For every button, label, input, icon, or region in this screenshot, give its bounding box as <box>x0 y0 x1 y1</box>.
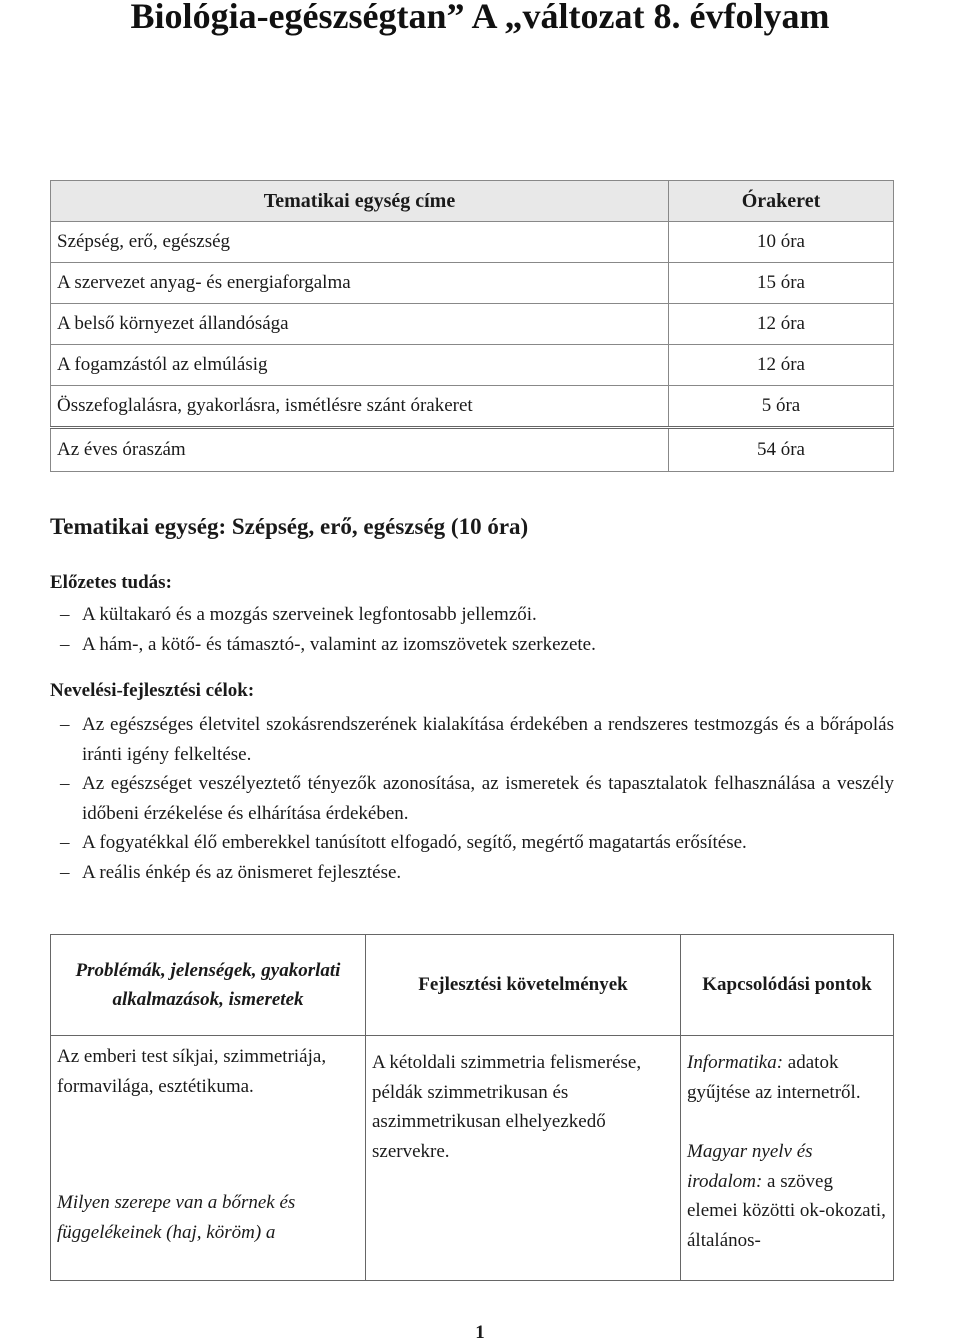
unit-hours: 5 óra <box>669 386 894 428</box>
units-table <box>50 180 894 472</box>
list-item: – Az egészséget veszélyeztető tényezők azonosítása, az ismeretek és tapasztalatok felhasználása a veszély időbeni érzékelése és elhárítása érdekében. <box>50 769 894 828</box>
unit-title: A belső környezet állandósága <box>51 304 669 345</box>
page-number: 1 <box>475 1322 485 1343</box>
unit-hours: 12 óra <box>669 345 894 386</box>
total-hours: 54 óra <box>669 428 894 472</box>
connection-informatics <box>687 1048 887 1107</box>
development-table <box>50 934 894 1281</box>
connection-text: a szöveg elemei közötti ok-okozati, általános- <box>687 1170 886 1251</box>
development-table-header <box>51 935 894 1036</box>
requirements-cell: A kétoldali szimmetria felismerése, példák szimmetrikusan és aszimmetrikusan elhelyezkedő szervekre. <box>366 1036 681 1281</box>
list-item: – A fogyatékkal élő emberekkel tanúsított elfogadó, segítő, megértő magatartás erősítése. <box>50 828 894 858</box>
prior-knowledge-list <box>50 600 894 659</box>
table-row <box>51 263 894 304</box>
connection-subject: Magyar nyelv és irodalom: <box>687 1141 813 1192</box>
units-header-title: Tematikai egység címe <box>51 181 669 222</box>
problems-cell <box>51 1036 366 1281</box>
question-text: Milyen szerepe van a bőrnek és függelékeinek (haj, köröm) a <box>57 1192 296 1243</box>
list-item: – A kültakaró és a mozgás szerveinek legfontosabb jellemzői. <box>50 600 894 630</box>
header-problems: Problémák, jelenségek, gyakorlati alkalmazások, ismeretek <box>51 935 366 1036</box>
connection-subject: Informatika: <box>687 1052 784 1073</box>
page-title: Biológia-egészségtan” A „változat 8. évfolyam <box>130 0 830 36</box>
section-title: Tematikai egység: Szépség, erő, egészség (10 óra) <box>50 514 529 539</box>
unit-title: A szervezet anyag- és energiaforgalma <box>51 263 669 304</box>
table-row <box>51 1036 894 1281</box>
unit-hours: 10 óra <box>669 222 894 263</box>
total-title: Az éves óraszám <box>51 428 669 472</box>
unit-title: Összefoglalásra, gyakorlásra, ismétlésre szánt órakeret <box>51 386 669 428</box>
table-row <box>51 222 894 263</box>
table-row <box>51 345 894 386</box>
connection-literature <box>687 1137 887 1255</box>
goals-list <box>50 710 894 887</box>
unit-title: A fogamzástól az elmúlásig <box>51 345 669 386</box>
table-row <box>51 386 894 428</box>
units-table-header <box>51 181 894 222</box>
unit-title: Szépség, erő, egészség <box>51 222 669 263</box>
problems-text: Az emberi test síkjai, szimmetriája, formavilága, esztétikuma. <box>57 1046 327 1097</box>
spacer <box>687 1107 887 1137</box>
total-row <box>51 428 894 472</box>
problems-question <box>57 1188 359 1247</box>
goals-label: Nevelési-fejlesztési célok: <box>50 680 255 701</box>
connections-cell <box>681 1036 894 1281</box>
list-item: – Az egészséges életvitel szokásrendszerének kialakítása érdekében a rendszeres testmozgás és a bőrápolás iránti igény felkeltése. <box>50 710 894 769</box>
prior-knowledge-label: Előzetes tudás: <box>50 572 172 593</box>
list-item: – A reális énkép és az önismeret fejlesztése. <box>50 858 894 888</box>
connection-text: adatok gyűjtése az internetről. <box>687 1052 861 1103</box>
table-row <box>51 304 894 345</box>
unit-hours: 12 óra <box>669 304 894 345</box>
units-header-hours: Órakeret <box>669 181 894 222</box>
header-requirements: Fejlesztési követelmények <box>366 935 681 1036</box>
list-item: – A hám-, a kötő- és támasztó-, valamint az izomszövetek szerkezete. <box>50 630 894 660</box>
unit-hours: 15 óra <box>669 263 894 304</box>
spacer <box>57 1101 359 1188</box>
header-connections: Kapcsolódási pontok <box>681 935 894 1036</box>
